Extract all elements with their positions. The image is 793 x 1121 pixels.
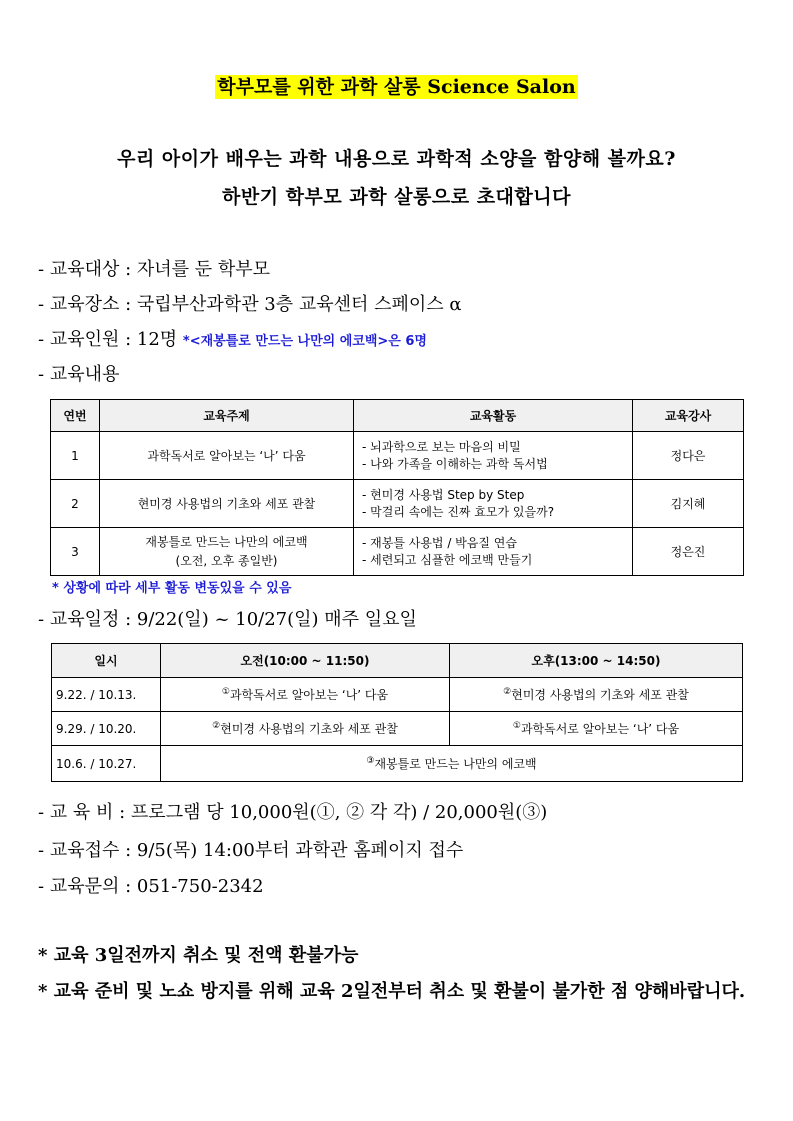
row-teacher: 정다은: [633, 432, 744, 480]
row-topic-line-2: (오전, 오후 종일반): [175, 553, 278, 568]
circled-number: ③: [366, 756, 375, 766]
row-no: 3: [51, 528, 100, 576]
info-content-label: - 교육내용: [38, 364, 120, 385]
page-title: [0, 72, 793, 99]
row-teacher: 정은진: [633, 528, 744, 576]
row-date: 10.6. / 10.27.: [52, 746, 161, 782]
row-date: 9.22. / 10.13.: [52, 678, 161, 712]
schedule-table: [51, 643, 743, 782]
row-no: 1: [51, 432, 100, 480]
table-row: [51, 480, 744, 528]
row-activity: [354, 528, 633, 576]
activity-item: - 현미경 사용법 Step by Step: [362, 487, 525, 502]
row-topic: 과학독서로 알아보는 ‘나’ 다움: [100, 432, 354, 480]
info-apply: - 교육접수 : 9/5(목) 14:00부터 과학관 홈페이지 접수: [38, 840, 464, 861]
row-pm: [450, 712, 743, 746]
row-am-text: 과학독서로 알아보는 ‘나’ 다움: [229, 688, 389, 702]
row-topic: 현미경 사용법의 기초와 세포 관찰: [100, 480, 354, 528]
activity-item: - 세련되고 심플한 에코백 만들기: [362, 552, 533, 567]
activity-item: - 나와 가족을 이해하는 과학 독서법: [362, 456, 548, 471]
row-am: [161, 678, 450, 712]
row-topic-line-1: 재봉틀로 만드는 나만의 에코백: [145, 534, 308, 549]
activity-item: - 뇌과학으로 보는 마음의 비밀: [362, 439, 521, 454]
table-row: [51, 432, 744, 480]
info-people: [38, 325, 427, 351]
col-header-no: 연번: [51, 400, 100, 432]
row-date: 9.29. / 10.20.: [52, 712, 161, 746]
info-contact: - 교육문의 : 051-750-2342: [38, 876, 264, 897]
table-row: [51, 528, 744, 576]
col-header-date: 일시: [52, 644, 161, 678]
notice-refund: * 교육 3일전까지 취소 및 전액 환불가능: [38, 945, 359, 966]
circled-number: ①: [221, 687, 230, 697]
info-people-text: - 교육인원 : 12명: [38, 329, 178, 350]
info-fee: - 교 육 비 : 프로그램 당 10,000원(①, ② 각 각) / 20,000원(③): [38, 802, 548, 823]
row-pm-text: 과학독서로 알아보는 ‘나’ 다움: [520, 722, 680, 736]
info-place: - 교육장소 : 국립부산과학관 3층 교육센터 스페이스 α: [38, 294, 462, 315]
row-am: [161, 712, 450, 746]
activity-item: - 막걸리 속에는 진짜 효모가 있을까?: [362, 504, 555, 519]
row-teacher: 김지혜: [633, 480, 744, 528]
activity-item: - 재봉틀 사용법 / 박음질 연습: [362, 535, 517, 550]
row-am-text: 현미경 사용법의 기초와 세포 관찰: [220, 722, 398, 736]
row-activity: [354, 480, 633, 528]
info-people-note: *<재봉틀로 만드는 나만의 에코백>은 6명: [182, 334, 427, 349]
notice-no-refund: * 교육 준비 및 노쇼 방지를 위해 교육 2일전부터 취소 및 환불이 불가한 점 양해바랍니다.: [38, 981, 746, 1002]
circled-number: ②: [503, 687, 512, 697]
table-row: [52, 712, 743, 746]
row-full-day: [161, 746, 743, 782]
table-row: [52, 746, 743, 782]
info-target: - 교육대상 : 자녀를 둔 학부모: [38, 259, 271, 280]
row-pm-text: 현미경 사용법의 기초와 세포 관찰: [511, 688, 689, 702]
circled-number: ①: [512, 721, 521, 731]
table-row: [52, 678, 743, 712]
row-full-day-text: 재봉틀로 만드는 나만의 에코백: [374, 757, 537, 771]
program-table: [50, 399, 744, 576]
page-title-text: 학부모를 위한 과학 살롱 Science Salon: [217, 76, 576, 98]
row-activity: [354, 432, 633, 480]
col-header-am: 오전(10:00 ~ 11:50): [161, 644, 450, 678]
circled-number: ②: [212, 721, 221, 731]
row-pm: [450, 678, 743, 712]
row-no: 2: [51, 480, 100, 528]
col-header-teacher: 교육강사: [633, 400, 744, 432]
col-header-topic: 교육주제: [100, 400, 354, 432]
subtitle-line-1: 우리 아이가 배우는 과학 내용으로 과학적 소양을 함양해 볼까요?: [117, 148, 676, 170]
program-table-footnote: * 상황에 따라 세부 활동 변동있을 수 있음: [52, 581, 292, 596]
row-topic: [100, 528, 354, 576]
col-header-activity: 교육활동: [354, 400, 633, 432]
schedule-table-header: [52, 644, 743, 678]
program-table-header: [51, 400, 744, 432]
subtitle-line-2: 하반기 학부모 과학 살롱으로 초대합니다: [222, 186, 571, 208]
schedule-label: - 교육일정 : 9/22(일) ~ 10/27(일) 매주 일요일: [38, 609, 417, 630]
col-header-pm: 오후(13:00 ~ 14:50): [450, 644, 743, 678]
